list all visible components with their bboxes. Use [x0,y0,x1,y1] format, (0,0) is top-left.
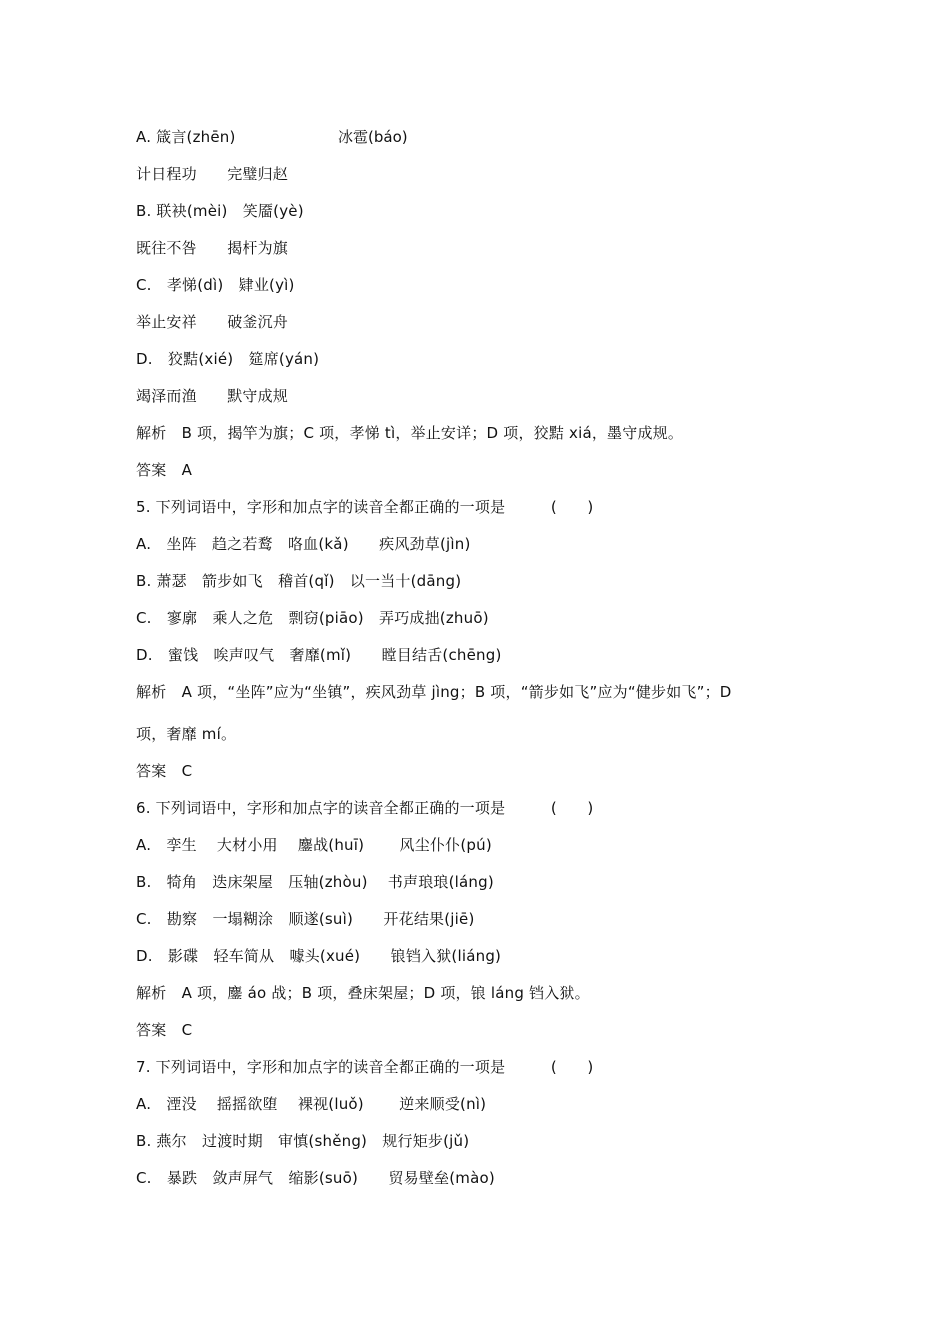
analysis-line: 解析 A 项，“坐阵”应为“坐镇”，疾风劲草 jìng；B 项，“箭步如飞”应为“健步如飞”；D [136,683,732,701]
text-line: A. 箴言(zhēn) [136,128,236,146]
option-line: A. 坐阵 趋之若鹜 咯血(kǎ) 疾风劲草(jìn) [136,535,471,553]
answer-line: 答案 A [136,461,193,479]
text-line: 竭泽而渔 默守成规 [136,387,289,405]
option-line: A. 孪生 大材小用 鏖战(huī) 风尘仆仆(pú) [136,836,492,854]
option-line: D. 影碟 轻车简从 噱头(xué) 锒铛入狱(liáng) [136,947,502,965]
option-line: B. 萧瑟 箭步如飞 稽首(qǐ) 以一当十(dāng) [136,572,462,590]
answer-line: 答案 C [136,762,193,780]
option-line: C. 寥廓 乘人之危 剽窃(piāo) 弄巧成拙(zhuō) [136,609,489,627]
text-line: 既往不咎 揭杆为旗 [136,239,289,257]
option-line: B. 燕尔 过渡时期 审慎(shěng) 规行矩步(jǔ) [136,1132,470,1150]
text-line: 举止安祥 破釜沉舟 [136,313,289,331]
analysis-line: 项，奢靡 mí。 [136,725,237,743]
question-line: 7. 下列词语中，字形和加点字的读音全都正确的一项是 ( ) [136,1058,594,1076]
option-line: C. 暴跌 敛声屏气 缩影(suō) 贸易壁垒(mào) [136,1169,495,1187]
text-line: D. 狡黠(xié) 筵席(yán) [136,350,320,368]
option-line: C. 勘察 一塌糊涂 顺遂(suì) 开花结果(jiē) [136,910,475,928]
analysis-line: 解析 A 项，鏖 áo 战；B 项，叠床架屋；D 项，锒 láng 铛入狱。 [136,984,590,1002]
option-line: A. 湮没 摇摇欲堕 裸视(luǒ) 逆来顺受(nì) [136,1095,487,1113]
text-line: 计日程功 完璧归赵 [136,165,289,183]
text-line-extra: 冰雹(báo) [338,128,408,146]
answer-line: 答案 C [136,1021,193,1039]
option-line: B. 犄角 迭床架屋 压轴(zhòu) 书声琅琅(láng) [136,873,494,891]
text-line: C. 孝悌(dì) 肄业(yì) [136,276,295,294]
option-line: D. 蜜饯 唉声叹气 奢靡(mǐ) 瞠目结舌(chēng) [136,646,502,664]
text-line: B. 联袂(mèi) 笑靥(yè) [136,202,304,220]
analysis-line: 解析 B 项，揭竿为旗；C 项，孝悌 tì，举止安详；D 项，狡黠 xiá，墨守成规。 [136,424,684,442]
question-line: 5. 下列词语中，字形和加点字的读音全都正确的一项是 ( ) [136,498,594,516]
question-line: 6. 下列词语中，字形和加点字的读音全都正确的一项是 ( ) [136,799,594,817]
